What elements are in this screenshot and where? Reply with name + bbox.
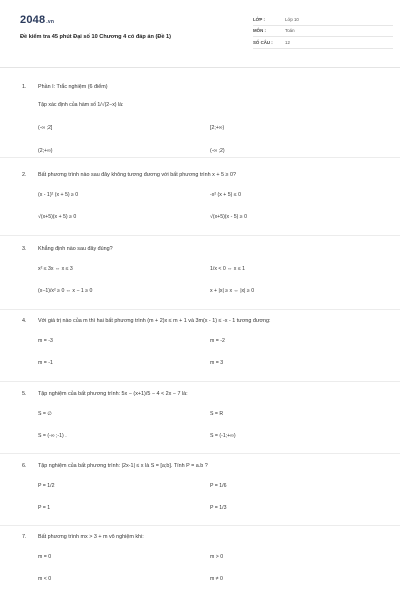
question-number: 6. — [22, 463, 27, 469]
question-text: Khẳng định nào sau đây đúng? — [38, 246, 113, 252]
option-b[interactable]: P = 1/6 — [210, 483, 227, 489]
question-text: Bất phương trình mx > 3 + m vô nghiệm khi: — [38, 534, 144, 540]
option-d[interactable]: √(x+5)(x - 5) ≥ 0 — [210, 214, 247, 220]
question-2 — [0, 172, 400, 236]
option-b[interactable]: -x² (x + 5) ≤ 0 — [210, 192, 241, 198]
question-6 — [0, 463, 400, 526]
option-a[interactable]: P = 1/2 — [38, 483, 55, 489]
option-c[interactable]: P = 1 — [38, 505, 51, 511]
meta-row-class — [253, 14, 393, 26]
brand-suffix: .vn — [46, 19, 55, 25]
option-a[interactable]: m = -3 — [38, 338, 53, 344]
option-d[interactable]: S = (-1;+∞) — [210, 433, 236, 439]
option-d[interactable]: P = 1/3 — [210, 505, 227, 511]
site-logo[interactable] — [20, 14, 54, 26]
option-b[interactable]: m > 0 — [210, 554, 224, 560]
option-a[interactable]: (-∞ ;2] — [38, 125, 53, 131]
option-a[interactable]: S = ∅ — [38, 411, 52, 417]
meta-row-subject — [253, 26, 393, 38]
meta-row-count — [253, 37, 393, 49]
option-b[interactable]: [2;+∞) — [210, 125, 225, 131]
question-subtext: Tập xác định của hàm số 1/√(2−x) là: — [38, 102, 124, 108]
option-d[interactable]: m ≠ 0 — [210, 576, 223, 582]
option-c[interactable]: √(x+5)(x + 5) ≥ 0 — [38, 214, 77, 220]
document-header — [0, 0, 400, 68]
option-b[interactable]: S = R — [210, 411, 224, 417]
question-text: Tập nghiệm của bất phương trình: |2x-1| ≤ x là S = [a;b]. Tính P = a.b ? — [38, 463, 208, 469]
meta-value: 12 — [285, 39, 290, 45]
option-c[interactable]: S = (-∞ ;-1) . — [38, 433, 67, 439]
question-number: 7. — [22, 534, 27, 540]
question-5 — [0, 391, 400, 454]
question-text: Tập nghiệm của bất phương trình: 5x − (x+1)/5 − 4 < 2x − 7 là: — [38, 391, 188, 397]
meta-value: Toán — [285, 28, 295, 34]
page-title: Đề kiểm tra 45 phút Đại số 10 Chương 4 có đáp án (Đề 1) — [20, 34, 172, 40]
question-text: Với giá trị nào của m thì hai bất phương trình (m + 2)x ≤ m + 1 và 3m(x - 1) ≤ -x - 1 tương đương: — [38, 318, 271, 324]
option-d[interactable]: (-∞ ;2) — [210, 148, 225, 154]
option-c[interactable]: m < 0 — [38, 576, 52, 582]
option-d[interactable]: x + |x| ≥ x ⇔ |x| ≥ 0 — [210, 288, 255, 294]
option-b[interactable]: m = -2 — [210, 338, 225, 344]
option-a[interactable]: (x - 1)² (x + 5) ≥ 0 — [38, 192, 79, 198]
question-1 — [0, 78, 400, 158]
option-a[interactable]: x² ≤ 3x ⇔ x ≤ 3 — [38, 266, 73, 272]
question-text: Bất phương trình nào sau đây không tương đương với bất phương trình x + 5 ≥ 0? — [38, 172, 236, 178]
option-a[interactable]: m = 0 — [38, 554, 52, 560]
question-number: 5. — [22, 391, 27, 397]
meta-key: MÔN : — [253, 28, 266, 34]
question-number: 3. — [22, 246, 27, 252]
option-c[interactable]: (x−1)/x² ≥ 0 ⇔ x − 1 ≥ 0 — [38, 288, 93, 294]
question-3 — [0, 246, 400, 310]
meta-value: Lớp 10 — [285, 16, 299, 22]
question-number: 2. — [22, 172, 27, 178]
question-4 — [0, 318, 400, 382]
question-number: 4. — [22, 318, 27, 324]
option-c[interactable]: (2;+∞) — [38, 148, 53, 154]
question-number: 1. — [22, 84, 27, 90]
option-c[interactable]: m = -1 — [38, 360, 53, 366]
meta-key: LỚP : — [253, 16, 265, 22]
meta-key: SỐ CÂU : — [253, 39, 273, 45]
meta-table — [253, 14, 393, 49]
option-d[interactable]: m = 3 — [210, 360, 224, 366]
question-7 — [0, 534, 400, 598]
brand-name: 2048 — [20, 14, 46, 26]
option-b[interactable]: 1/x < 0 ⇔ x ≤ 1 — [210, 266, 245, 272]
question-text: Phần I: Trắc nghiệm (6 điểm) — [38, 84, 108, 90]
